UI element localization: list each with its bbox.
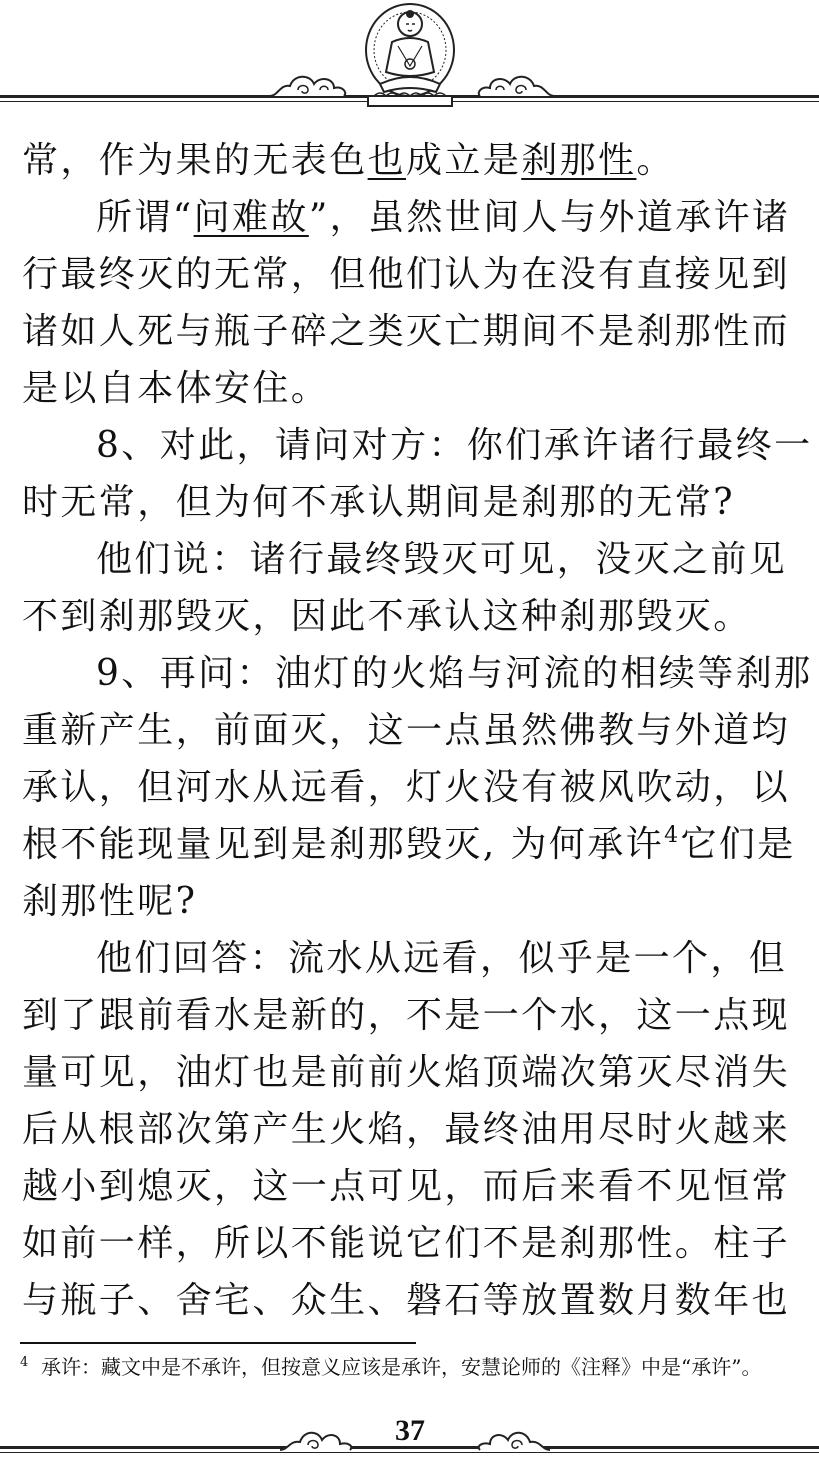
footnote: [20, 1352, 804, 1382]
cloud-ornament-icon: [268, 64, 358, 104]
underlined-term: 也: [367, 140, 407, 181]
text-line: 如前一样，所以不能说它们不是刹那性。柱子: [22, 1223, 791, 1264]
underlined-term: 问难故: [193, 197, 309, 238]
main-text: [22, 132, 813, 1329]
text-line: 8、对此，请问对方：你们承许诸行最终一: [96, 425, 813, 466]
text-line: 根不能现量见到是刹那毁灭, 为何承许$^4$它们是: [22, 823, 796, 865]
underlined-term: 刹那性: [521, 140, 637, 181]
text-line: 是以自本体安住。: [22, 368, 330, 409]
footnote-reference: 4: [664, 823, 681, 848]
text-line: 量可见，油灯也是前前火焰顶端次第灭尽消失: [22, 1052, 791, 1093]
page-header: [0, 0, 819, 120]
footnote-text: 承许：藏文中是不承许，但按意义应该是承许，安慧论师的《注释》中是“承许”。: [41, 1355, 762, 1379]
footnote-mark: 4: [20, 1355, 29, 1370]
cloud-ornament-icon: [466, 64, 556, 104]
text-line: 越小到熄灭，这一点可见，而后来看不见恒常: [22, 1166, 791, 1207]
text-line: 他们回答：流水从远看，似乎是一个，但: [96, 938, 788, 979]
text-line: 与瓶子、舍宅、众生、磐石等放置数月数年也: [22, 1280, 791, 1321]
text-line: 后从根部次第产生火焰，最终油用尽时火越来: [22, 1109, 791, 1150]
text-line: 时无常，但为何不承认期间是刹那的无常?: [22, 482, 735, 523]
text-line: 所谓“问难故”，虽然世间人与外道承许诸: [96, 197, 791, 238]
text-line: 行最终灭的无常，但他们认为在没有直接见到: [22, 254, 791, 295]
text-line: 9、再问：油灯的火焰与河流的相续等刹那: [96, 653, 813, 694]
cloud-ornament-icon: [278, 1422, 364, 1456]
text-line: 诸如人死与瓶子碎之类灭亡期间不是刹那性而: [22, 311, 791, 352]
footnote-rule: [20, 1342, 416, 1344]
text-line: 重新产生，前面灭，这一点虽然佛教与外道均: [22, 710, 791, 751]
page-number: 37: [395, 1414, 425, 1447]
text-line: 他们说：诸行最终毁灭可见，没灭之前见: [96, 539, 788, 580]
text-line: 到了跟前看水是新的，不是一个水，这一点现: [22, 995, 791, 1036]
buddha-figure-icon: [362, 2, 458, 110]
footer-rule-thin: [0, 1452, 819, 1453]
cloud-ornament-icon: [466, 1422, 552, 1456]
text-line: 承认，但河水从远看，灯火没有被风吹动，以: [22, 767, 791, 808]
text-line: 不到刹那毁灭，因此不承认这种刹那毁灭。: [22, 596, 752, 637]
text-line: 常，作为果的无表色也成立是刹那性。: [22, 140, 675, 181]
text-line: 刹那性呢?: [22, 881, 198, 922]
